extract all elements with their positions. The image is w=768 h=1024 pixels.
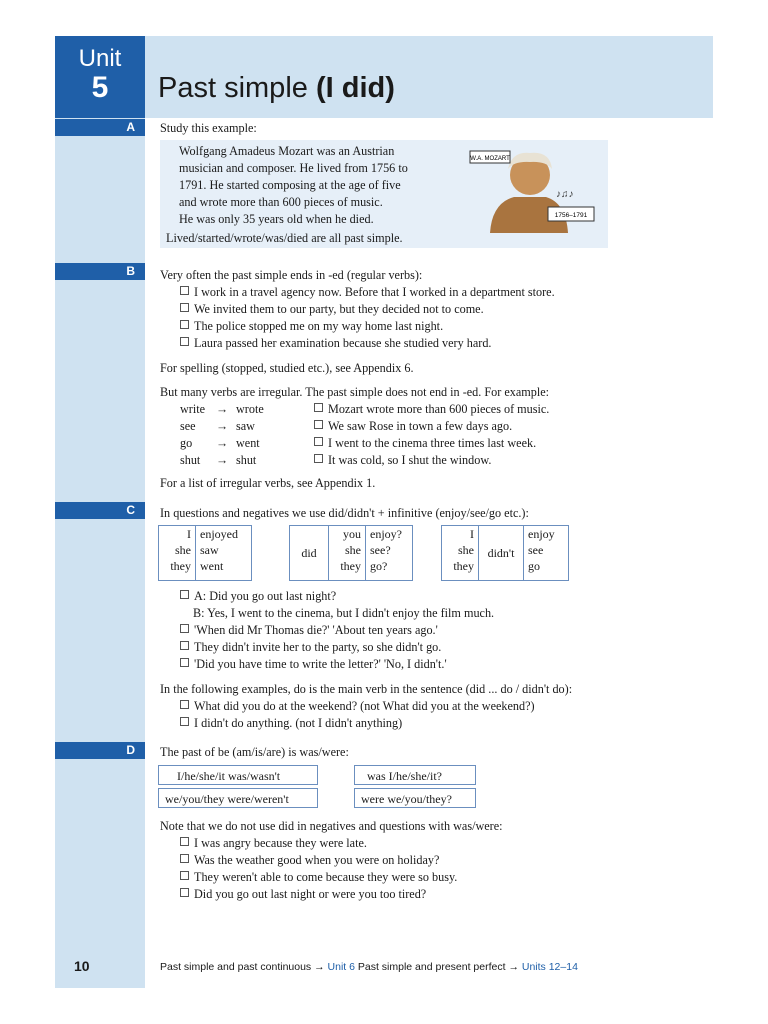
checkbox-icon	[180, 286, 189, 295]
irregular-list-note: For a list of irregular verbs, see Appendix 1.	[160, 476, 376, 490]
page-title	[158, 72, 395, 105]
list-item: Laura passed her examination because she studied very hard.	[180, 335, 491, 351]
checkbox-icon	[180, 888, 189, 897]
arrow-icon: →	[216, 419, 229, 433]
irregular-base: write	[180, 402, 206, 416]
example-line: musician and composer. He lived from 1756 to	[179, 161, 408, 175]
list-item: 'Did you have time to write the letter?' 'No, I didn't.'	[180, 656, 447, 672]
be-positive-box: I/he/she/it was/wasn't	[158, 765, 318, 785]
example-line: 1791. He started composing at the age of five	[179, 178, 401, 192]
grammar-table-affirmative: I she they enjoyed saw went	[158, 525, 252, 581]
checkbox-icon	[314, 420, 323, 429]
checkbox-icon	[180, 658, 189, 667]
be-positive-box: we/you/they were/weren't	[158, 788, 318, 808]
checkbox-icon	[180, 871, 189, 880]
grammar-table-question: did you she they enjoy? see? go?	[289, 525, 413, 581]
list-item: 'When did Mr Thomas die?' 'About ten years ago.'	[180, 622, 438, 638]
irregular-past: shut	[236, 453, 257, 467]
do-intro: In the following examples, do is the main verb in the sentence (did ... do / didn't do):	[160, 682, 573, 696]
section-d-label: D	[55, 742, 145, 759]
list-item: Did you go out last night or were you too tired?	[180, 886, 426, 902]
be-question-box: were we/you/they?	[354, 788, 476, 808]
footer-cross-references: Past simple and past continuous → Unit 6 Past simple and present perfect → Units 12–14	[160, 961, 578, 973]
list-item: I work in a travel agency now. Before that I worked in a department store.	[180, 284, 555, 300]
section-a-intro: Study this example:	[160, 121, 257, 135]
checkbox-icon	[180, 700, 189, 709]
unit-badge	[55, 36, 145, 118]
checkbox-icon	[180, 590, 189, 599]
mozart-dates: 1756–1791	[554, 212, 588, 219]
list-item: I was angry because they were late.	[180, 835, 367, 851]
mozart-label: W.A. MOZART	[470, 156, 510, 162]
irregular-past: saw	[236, 419, 255, 433]
svg-text:♪♫♪: ♪♫♪	[556, 189, 574, 200]
irregular-base: shut	[180, 453, 201, 467]
checkbox-icon	[180, 320, 189, 329]
unit-number: 5	[91, 71, 109, 104]
list-item: I went to the cinema three times last week.	[314, 435, 536, 451]
checkbox-icon	[180, 624, 189, 633]
list-item: I didn't do anything. (not I didn't anything)	[180, 715, 402, 731]
mozart-illustration	[462, 145, 600, 237]
checkbox-icon	[180, 337, 189, 346]
list-item: They didn't invite her to the party, so she didn't go.	[180, 639, 441, 655]
example-line: and wrote more than 600 pieces of music.	[179, 195, 383, 209]
list-item: We saw Rose in town a few days ago.	[314, 418, 512, 434]
checkbox-icon	[180, 854, 189, 863]
example-line: He was only 35 years old when he died.	[179, 212, 374, 226]
checkbox-icon	[314, 454, 323, 463]
list-item: What did you do at the weekend? (not What did you at the weekend?)	[180, 698, 535, 714]
example-summary: Lived/started/wrote/was/died are all past simple.	[166, 231, 403, 245]
list-item: We invited them to our party, but they decided not to come.	[180, 301, 484, 317]
arrow-icon: →	[216, 402, 229, 416]
list-item: Mozart wrote more than 600 pieces of music.	[314, 401, 549, 417]
section-c-label: C	[55, 502, 145, 519]
page-title-main: Past simple	[158, 72, 316, 104]
grammar-table-negative: I she they didn't enjoy see go	[441, 525, 569, 581]
checkbox-icon	[180, 641, 189, 650]
irregular-past: went	[236, 436, 260, 450]
section-d-intro: The past of be (am/is/are) is was/were:	[160, 745, 349, 759]
link-unit-6[interactable]: Unit 6	[327, 961, 355, 973]
checkbox-icon	[314, 437, 323, 446]
d-note: Note that we do not use did in negatives and questions with was/were:	[160, 819, 503, 833]
checkbox-icon	[180, 837, 189, 846]
spelling-note: For spelling (stopped, studied etc.), see Appendix 6.	[160, 361, 414, 375]
irregular-base: go	[180, 436, 193, 450]
irregular-past: wrote	[236, 402, 264, 416]
list-item: Was the weather good when you were on holiday?	[180, 852, 439, 868]
checkbox-icon	[180, 717, 189, 726]
section-b-label: B	[55, 263, 145, 280]
page-title-paren: (I did)	[315, 72, 395, 104]
list-item: B: Yes, I went to the cinema, but I didn't enjoy the film much.	[193, 606, 495, 620]
page-number: 10	[74, 958, 90, 974]
link-units-12-14[interactable]: Units 12–14	[521, 961, 578, 973]
section-c-intro: In questions and negatives we use did/didn't + infinitive (enjoy/see/go etc.):	[160, 506, 529, 520]
be-question-box: was I/he/she/it?	[354, 765, 476, 785]
arrow-icon: →	[216, 453, 229, 467]
list-item: The police stopped me on my way home last night.	[180, 318, 443, 334]
irregular-base: see	[180, 419, 196, 433]
irregular-intro: But many verbs are irregular. The past simple does not end in -ed. For example:	[160, 385, 549, 399]
arrow-icon: →	[216, 436, 229, 450]
checkbox-icon	[180, 303, 189, 312]
list-item: It was cold, so I shut the window.	[314, 452, 491, 468]
list-item: They weren't able to come because they were so busy.	[180, 869, 457, 885]
example-line: Wolfgang Amadeus Mozart was an Austrian	[179, 144, 395, 158]
unit-word: Unit	[78, 45, 122, 72]
list-item: A: Did you go out last night?	[180, 588, 336, 604]
checkbox-icon	[314, 403, 323, 412]
section-a-label: A	[55, 119, 145, 136]
section-b-intro: Very often the past simple ends in -ed (regular verbs):	[160, 268, 423, 282]
